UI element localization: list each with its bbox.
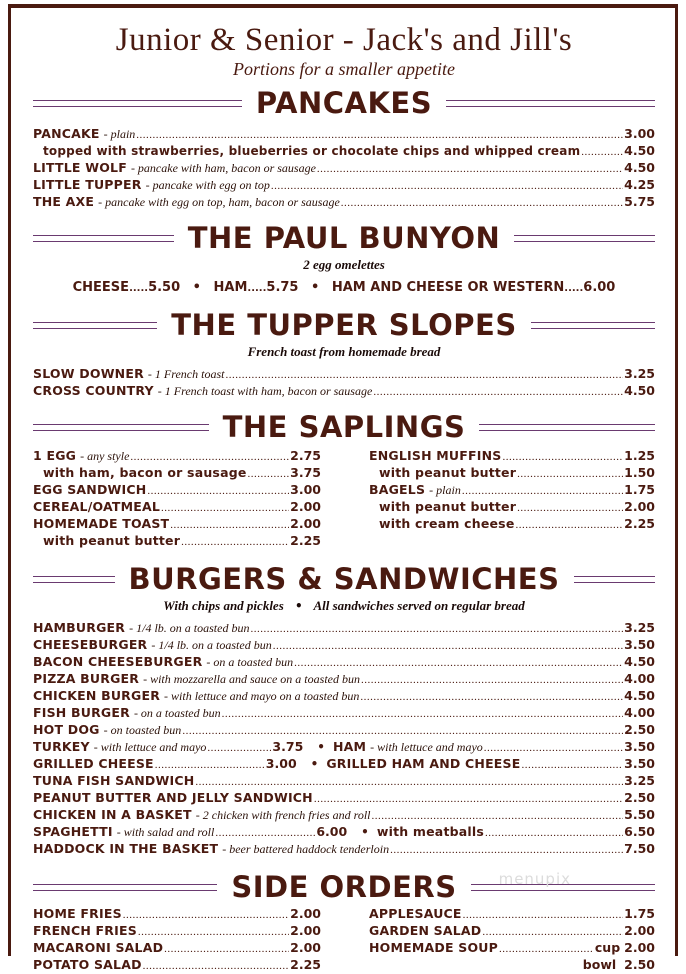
section-title-burgers: BURGERS & SANDWICHES xyxy=(128,562,560,596)
item-desc: - on a toasted bun xyxy=(133,706,221,720)
divider xyxy=(479,424,655,431)
pancakes-list xyxy=(33,126,655,211)
item-name: CHICKEN IN A BASKET xyxy=(33,807,192,822)
leader-dots xyxy=(182,723,623,739)
item-name: GARDEN SALAD xyxy=(369,923,482,938)
item-price: 3.00 xyxy=(290,482,321,497)
menu-item xyxy=(369,940,655,957)
leader-dots xyxy=(170,517,289,533)
item-name: HOMEMADE SOUP xyxy=(369,940,498,955)
item-price: 2.00 xyxy=(624,499,655,514)
leader-dots xyxy=(462,483,623,499)
saplings-columns xyxy=(33,448,655,550)
leader-dots xyxy=(341,195,623,211)
leader-dots xyxy=(499,941,594,957)
item-name: HOME FRIES xyxy=(33,906,122,921)
item-desc: - 1 French toast xyxy=(147,367,225,381)
menu-item xyxy=(33,705,655,722)
item-name: TUNA FISH SANDWICH xyxy=(33,773,195,788)
divider xyxy=(33,884,217,891)
leader-dots xyxy=(482,924,623,940)
sides-right-column xyxy=(369,906,655,974)
item-price: 3.25 xyxy=(624,620,655,635)
item-price: 2.50 xyxy=(624,722,655,737)
menu-item xyxy=(33,906,321,923)
divider xyxy=(514,235,655,242)
burgers-subtitle-b: All sandwiches served on regular bread xyxy=(313,598,525,613)
section-title-saplings: THE SAPLINGS xyxy=(222,410,466,444)
leader-dots xyxy=(463,907,624,923)
omelette-name: HAM xyxy=(213,280,248,295)
section-title-paul-bunyon: THE PAUL BUNYON xyxy=(187,221,501,255)
item-name: 1 EGG xyxy=(33,448,77,463)
leader-dots xyxy=(155,757,265,773)
item-desc: - with lettuce and mayo xyxy=(93,740,207,754)
item-price: 2.00 xyxy=(290,940,321,955)
item-name: with ham, bacon or sausage xyxy=(43,465,247,480)
leader-dots xyxy=(373,384,623,400)
item-price: 4.25 xyxy=(624,177,655,192)
section-title-sides: SIDE ORDERS xyxy=(231,870,457,904)
menu-item xyxy=(33,671,655,688)
sides-left-column xyxy=(33,906,321,974)
item-price: 7.50 xyxy=(624,841,655,856)
item-price: 2.00 xyxy=(290,923,321,938)
leader-dots xyxy=(390,842,623,858)
section-header-tupper-slopes xyxy=(33,308,655,342)
menu-item xyxy=(369,957,655,973)
item-price: 1.50 xyxy=(624,465,655,480)
item-desc: - with mozzarella and sauce on a toasted bun xyxy=(143,672,360,686)
menu-item xyxy=(33,482,321,499)
item-price: 2.50 xyxy=(624,790,655,805)
leader-dots xyxy=(138,924,289,940)
item-price: 2.00 xyxy=(290,906,321,921)
menu-item xyxy=(33,366,655,383)
item-size: cup xyxy=(594,940,621,955)
item-name: THE AXE xyxy=(33,194,95,209)
item-desc: - 1 French toast with ham, bacon or sausage xyxy=(157,384,373,398)
item-name: HOT DOG xyxy=(33,722,100,737)
bullet-separator: • xyxy=(317,740,325,754)
saplings-right-column xyxy=(369,448,655,550)
bullet-separator: • xyxy=(311,280,320,295)
leader-dots xyxy=(361,672,623,688)
item-name: FRENCH FRIES xyxy=(33,923,137,938)
section-header-saplings xyxy=(33,410,655,444)
divider xyxy=(574,576,656,583)
item-price: 2.50 xyxy=(624,957,655,972)
item-name: PIZZA BURGER xyxy=(33,671,140,686)
divider xyxy=(33,576,115,583)
item-price: 3.75 xyxy=(272,739,304,754)
item-price: 2.00 xyxy=(290,516,321,531)
item-name: HAM xyxy=(332,739,367,754)
menu-item xyxy=(33,841,655,858)
menu-item xyxy=(33,160,655,177)
item-price: 2.25 xyxy=(624,516,655,531)
item-name: HOMEMADE TOAST xyxy=(33,516,170,531)
leader-dots xyxy=(517,500,623,516)
sides-columns xyxy=(33,906,655,974)
section-title-pancakes: PANCAKES xyxy=(255,86,433,120)
bullet-separator: • xyxy=(361,825,369,839)
item-name: SPAGHETTI xyxy=(33,824,113,839)
item-name: ENGLISH MUFFINS xyxy=(369,448,502,463)
menu-item xyxy=(33,143,655,160)
menu-item-combo xyxy=(33,739,655,756)
item-price: 2.25 xyxy=(290,533,321,548)
leader-dots xyxy=(195,774,623,790)
leader-dots xyxy=(215,825,315,841)
item-name: LITTLE WOLF xyxy=(33,160,127,175)
section-subtitle: French toast from homemade bread xyxy=(247,344,441,359)
leader-dots xyxy=(222,706,624,722)
menu-item xyxy=(33,383,655,400)
item-desc: - pancake with ham, bacon or sausage xyxy=(130,161,316,175)
leader-dots xyxy=(485,825,623,841)
menu-item xyxy=(33,688,655,705)
item-name: TURKEY xyxy=(33,739,90,754)
divider xyxy=(33,100,242,107)
item-desc: - pancake with egg on top xyxy=(145,178,270,192)
item-price: 2.00 xyxy=(624,940,655,955)
leader-dots xyxy=(123,907,289,923)
item-name: CHICKEN BURGER xyxy=(33,688,161,703)
item-name: topped with strawberries, blueberries or chocolate chips and whipped cream xyxy=(43,144,581,158)
item-price: 6.00 xyxy=(316,824,348,839)
divider xyxy=(33,424,209,431)
item-name: HADDOCK IN THE BASKET xyxy=(33,841,219,856)
leader-dots xyxy=(161,500,289,516)
leader-dots xyxy=(294,655,623,671)
menu-item xyxy=(369,516,655,533)
menu-item xyxy=(369,923,655,940)
divider xyxy=(446,100,655,107)
leader-dots xyxy=(484,740,623,756)
item-price: 3.25 xyxy=(624,366,655,381)
item-name: APPLESAUCE xyxy=(369,906,462,921)
menu-item xyxy=(369,448,655,465)
omelette-price: 5.50 xyxy=(148,280,181,295)
item-name: PANCAKE xyxy=(33,126,100,141)
item-size: bowl xyxy=(582,957,617,972)
watermark-logo: menupix xyxy=(498,870,571,888)
divider xyxy=(531,322,655,329)
saplings-left-column xyxy=(33,448,321,550)
menu-subtitle: Portions for a smaller appetite xyxy=(233,59,455,79)
menu-item xyxy=(33,499,321,516)
item-price: 4.50 xyxy=(624,160,655,175)
section-header-pancakes xyxy=(33,86,655,120)
item-price: 2.25 xyxy=(290,957,321,972)
leader-dots xyxy=(522,757,624,773)
leader-dots xyxy=(130,449,289,465)
bullet-separator: • xyxy=(310,757,319,771)
menu-item xyxy=(33,448,321,465)
item-price: 4.00 xyxy=(624,671,655,686)
item-name: FISH BURGER xyxy=(33,705,130,720)
item-name: with peanut butter xyxy=(379,465,517,480)
menu-item xyxy=(33,465,321,482)
menu-item xyxy=(33,923,321,940)
item-name: SLOW DOWNER xyxy=(33,366,144,381)
item-price: 4.50 xyxy=(624,654,655,669)
item-desc: - plain xyxy=(429,483,461,497)
leader-dots xyxy=(147,483,289,499)
item-name: GRILLED HAM AND CHEESE xyxy=(326,756,521,771)
bullet-separator: • xyxy=(192,280,201,295)
burgers-subtitle-a: With chips and pickles xyxy=(163,598,284,613)
item-price: 2.00 xyxy=(624,923,655,938)
item-desc: - on a toasted bun xyxy=(206,655,294,669)
item-price: 2.00 xyxy=(290,499,321,514)
item-name: CROSS COUNTRY xyxy=(33,383,154,398)
leader-dots xyxy=(164,941,289,957)
item-price: 4.50 xyxy=(624,143,655,158)
item-desc: - with salad and roll xyxy=(116,825,215,839)
item-desc: - plain xyxy=(103,127,136,141)
item-name: PEANUT BUTTER AND JELLY SANDWICH xyxy=(33,790,313,805)
menu-item xyxy=(33,620,655,637)
item-desc: - pancake with egg on top, ham, bacon or sausage xyxy=(98,195,340,209)
item-name: LITTLE TUPPER xyxy=(33,177,142,192)
leader-dots xyxy=(271,178,623,194)
section-title-tupper-slopes: THE TUPPER SLOPES xyxy=(171,308,517,342)
item-desc: - with lettuce and mayo xyxy=(370,740,483,754)
item-name: POTATO SALAD xyxy=(33,957,142,972)
item-price: 3.00 xyxy=(624,126,655,141)
section-subtitle: 2 egg omelettes xyxy=(303,257,385,272)
leader-dots xyxy=(207,740,271,756)
omelette-options: CHEESE.....5.50 • HAM.....5.75 • HAM AND CHEESE OR WESTERN.....6.00 xyxy=(72,280,616,295)
leader-dots xyxy=(273,638,623,654)
item-name: with peanut butter xyxy=(43,533,181,548)
leader-dots xyxy=(517,466,623,482)
leader-dots xyxy=(516,517,624,533)
item-price: 6.50 xyxy=(624,824,655,839)
menu-title: Junior & Senior - Jack's and Jill's xyxy=(115,22,573,58)
leader-dots xyxy=(136,127,623,143)
menu-item xyxy=(33,126,655,143)
menu-item xyxy=(369,482,655,499)
item-price: 3.75 xyxy=(290,465,321,480)
burgers-list xyxy=(33,620,655,858)
bullet-separator: • xyxy=(295,599,303,613)
menu-item xyxy=(33,940,321,957)
leader-dots xyxy=(250,621,623,637)
menu-item xyxy=(33,722,655,739)
item-desc: - 1/4 lb. on a toasted bun xyxy=(151,638,272,652)
omelette-name: CHEESE xyxy=(72,280,130,295)
item-price: 1.75 xyxy=(624,482,655,497)
item-name: GRILLED CHEESE xyxy=(33,756,154,771)
leader-dots xyxy=(581,144,623,160)
leader-dots xyxy=(502,449,623,465)
item-price: 1.75 xyxy=(624,906,655,921)
section-header-paul-bunyon xyxy=(33,221,655,255)
menu-item xyxy=(33,516,321,533)
omelette-price: 5.75 xyxy=(266,280,299,295)
item-price: 3.25 xyxy=(624,773,655,788)
item-name: MACARONI SALAD xyxy=(33,940,164,955)
item-desc: - with lettuce and mayo on a toasted bun xyxy=(164,689,360,703)
item-name: EGG SANDWICH xyxy=(33,482,147,497)
item-price: 5.75 xyxy=(624,194,655,209)
menu-item xyxy=(33,654,655,671)
item-name: CEREAL/OATMEAL xyxy=(33,499,161,514)
item-desc: - 2 chicken with french fries and roll xyxy=(195,808,371,822)
menu-item xyxy=(33,773,655,790)
divider xyxy=(33,322,157,329)
item-desc: - any style xyxy=(80,449,130,463)
item-name: BAGELS xyxy=(369,482,426,497)
item-name: with cream cheese xyxy=(379,516,515,531)
item-price: 4.00 xyxy=(624,705,655,720)
omelette-price: 6.00 xyxy=(583,280,616,295)
item-price: 1.25 xyxy=(624,448,655,463)
leader-dots xyxy=(225,367,623,383)
menu-item xyxy=(369,465,655,482)
menu-item xyxy=(33,637,655,654)
item-price: 5.50 xyxy=(624,807,655,822)
leader-dots xyxy=(143,958,290,974)
menu-item xyxy=(33,177,655,194)
item-price: 3.50 xyxy=(624,637,655,652)
section-subtitle xyxy=(33,598,655,614)
item-price: 2.75 xyxy=(290,448,321,463)
item-name: BACON CHEESEBURGER xyxy=(33,654,203,669)
item-price: 4.50 xyxy=(624,383,655,398)
leader-dots xyxy=(181,534,289,550)
tupper-list xyxy=(33,366,655,400)
item-name: HAMBURGER xyxy=(33,620,126,635)
item-price: 3.00 xyxy=(265,756,297,771)
item-name: CHEESEBURGER xyxy=(33,637,148,652)
menu-item xyxy=(33,790,655,807)
item-price: 4.50 xyxy=(624,688,655,703)
item-price: 3.50 xyxy=(624,739,655,754)
menu-item xyxy=(369,906,655,923)
leader-dots xyxy=(314,791,623,807)
omelette-name: HAM AND CHEESE OR WESTERN xyxy=(331,280,565,295)
divider xyxy=(33,235,174,242)
leader-dots xyxy=(317,161,623,177)
item-desc: - on toasted bun xyxy=(103,723,182,737)
leader-dots xyxy=(360,689,623,705)
item-desc: - 1/4 lb. on a toasted bun xyxy=(129,621,250,635)
item-name: with peanut butter xyxy=(379,499,517,514)
menu-page xyxy=(8,4,678,972)
leader-dots xyxy=(372,808,624,824)
menu-item xyxy=(33,533,321,550)
item-desc: - beer battered haddock tenderloin xyxy=(222,842,390,856)
section-header-burgers xyxy=(33,562,655,596)
menu-item-combo xyxy=(33,756,655,773)
menu-item xyxy=(33,807,655,824)
item-price: 3.50 xyxy=(624,756,655,771)
menu-item-combo xyxy=(33,824,655,841)
item-name: with meatballs xyxy=(376,824,485,839)
menu-item xyxy=(369,499,655,516)
leader-dots xyxy=(248,466,290,482)
menu-item xyxy=(33,194,655,211)
